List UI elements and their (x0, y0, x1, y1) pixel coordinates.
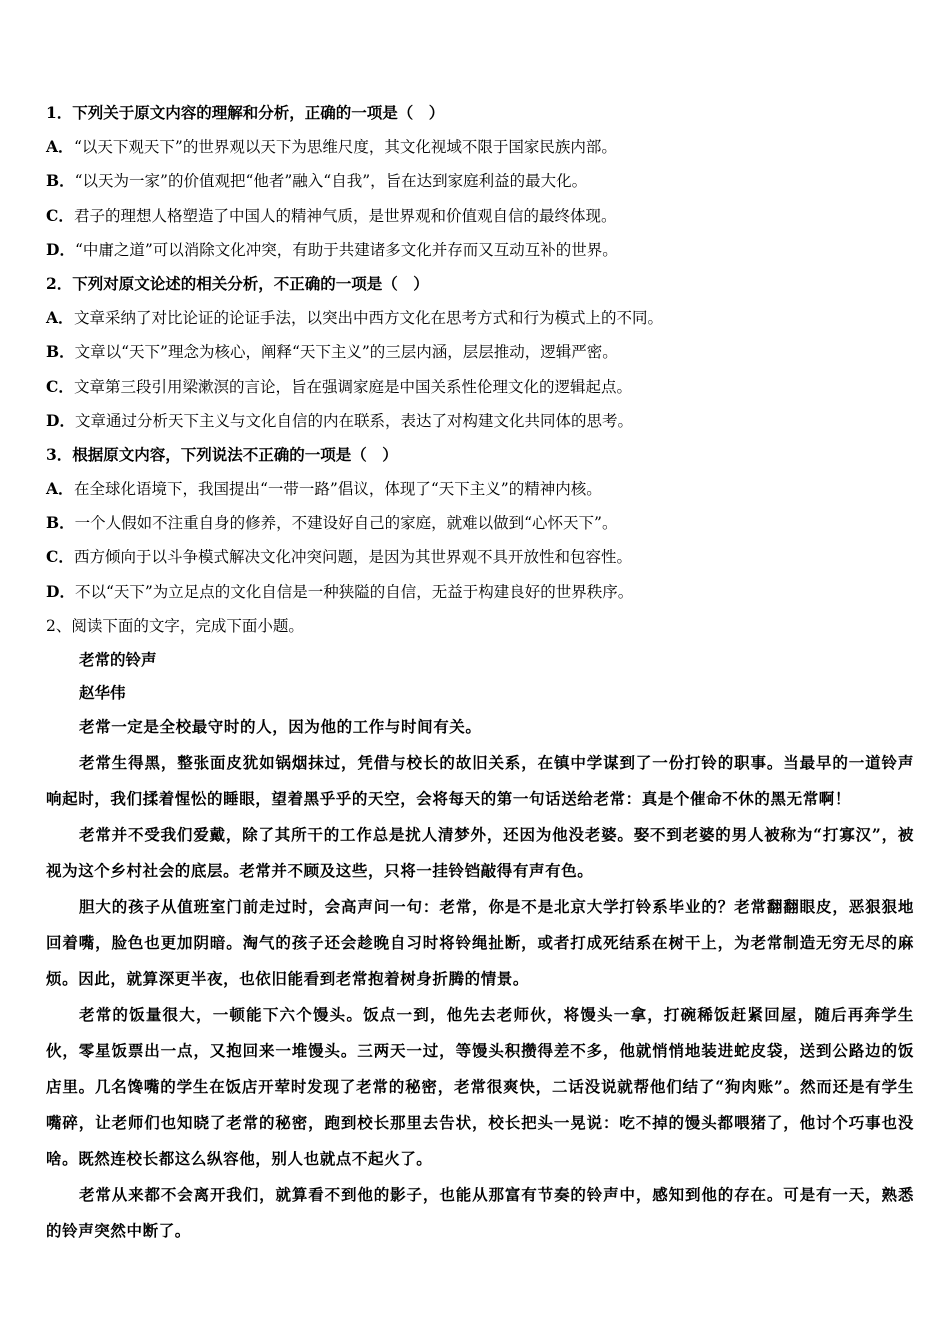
option-label: A． (46, 308, 74, 328)
story (46, 643, 914, 1249)
option-text: “以天为一家”的价值观把“他者”融入“自我”，旨在达到家庭利益的最大化。 (74, 172, 588, 191)
story-title: 老常的铃声 (79, 650, 157, 669)
option-b (46, 506, 914, 540)
story-paragraph: 老常并不受我们爱戴，除了其所干的工作总是扰人清梦外，还因为他没老婆。娶不到老婆的男人被称为“打寡汉”，被视为这个乡村社会的底层。老常并不顾及这些，只将一挂铃铛敲得有声有色。 (46, 825, 914, 880)
reading-intro: 2、阅读下面的文字，完成下面小题。 (46, 616, 304, 635)
option-text: 君子的理想人格塑造了中国人的精神气质，是世界观和价值观自信的最终体现。 (74, 206, 617, 225)
story-paragraph: 老常的饭量很大，一顿能下六个馒头。饭点一到，他先去老师伙，将馒头一拿，打碗稀饭赶紧回屋，随后再奔学生伙，零星饭票出一点，又抱回来一堆馒头。三两天一过，等馒头积攒得差不多，他就悄悄地装进蛇皮袋，送到公路边的饭店里。几名馋嘴的学生在饭店开荤时发现了老常的秘密，老常很爽快，二话没说就帮他们结了“狗肉账”。然而还是有学生嘴碎，让老师们也知晓了老常的秘密，跑到校长那里去告状，校长把头一晃说：吃不掉的馒头都喂猪了，他讨个巧事也没啥。既然连校长都这么纵容他，别人也就点不起火了。 (46, 1005, 914, 1168)
story-author: 赵华伟 (79, 683, 126, 702)
option-a (46, 472, 914, 506)
option-c (46, 370, 914, 404)
question-stem: 3．根据原文内容，下列说法不正确的一项是（ ） (46, 444, 398, 464)
option-b (46, 335, 914, 369)
option-b (46, 164, 914, 198)
question-3 (46, 438, 914, 609)
option-text: 一个人假如不注重自身的修养，不建设好自己的家庭，就难以做到“心怀天下”。 (74, 514, 618, 533)
option-d (46, 233, 914, 267)
question-stem: 1．下列关于原文内容的理解和分析，正确的一项是（ ） (46, 103, 445, 122)
option-text: “中庸之道”可以消除文化冲突，有助于共建诸多文化并存而又互动互补的世界。 (74, 240, 618, 259)
option-label: B． (46, 342, 75, 362)
option-label: B． (46, 513, 75, 533)
option-text: 在全球化语境下，我国提出“一带一路”倡议，体现了“天下主义”的精神内核。 (74, 480, 602, 499)
option-text: 不以“天下”为立足点的文化自信是一种狭隘的自信，无益于构建良好的世界秩序。 (74, 582, 634, 601)
story-paragraph: 老常生得黑，整张面皮犹如锅烟抹过，凭借与校长的故旧关系，在镇中学谋到了一份打铃的职事。当最早的一道铃声响起时，我们揉着惺忪的睡眼，望着黑乎乎的天空，会将每天的第一句话送给老常：真是个催命不休的黑无常啊！ (46, 753, 914, 808)
question-stem: 2．下列对原文论述的相关分析，不正确的一项是（ ） (46, 273, 429, 293)
option-label: D． (46, 410, 75, 430)
option-text: 文章以“天下”理念为核心，阐释“天下主义”的三层内涵，层层推动，逻辑严密。 (74, 343, 618, 362)
option-label: B． (46, 171, 75, 191)
question-1 (46, 96, 914, 267)
option-a (46, 130, 914, 164)
option-c (46, 540, 914, 574)
option-d (46, 575, 914, 609)
document-page (46, 96, 914, 1249)
option-label: C． (46, 547, 74, 567)
option-c (46, 199, 914, 233)
story-paragraph: 老常从来都不会离开我们，就算看不到他的影子，也能从那富有节奏的铃声中，感知到他的存在。可是有一天，熟悉的铃声突然中断了。 (46, 1185, 914, 1240)
option-a (46, 301, 914, 335)
story-paragraph: 老常一定是全校最守时的人，因为他的工作与时间有关。 (79, 717, 482, 736)
question-2 (46, 267, 914, 438)
option-label: D． (46, 239, 75, 259)
option-label: D． (46, 581, 75, 601)
story-paragraph: 胆大的孩子从值班室门前走过时，会高声问一句：老常，你是不是北京大学打铃系毕业的？老常翻翻眼皮，恶狠狠地回着嘴，脸色也更加阴暗。淘气的孩子还会趁晚自习时将铃绳扯断，或者打成死结系在树干上，为老常制造无穷无尽的麻烦。因此，就算深更半夜，也依旧能看到老常抱着树身折腾的情景。 (46, 897, 914, 988)
option-text: 西方倾向于以斗争模式解决文化冲突问题，是因为其世界观不具开放性和包容性。 (74, 548, 633, 567)
option-text: 文章第三段引用梁漱溟的言论，旨在强调家庭是中国关系性伦理文化的逻辑起点。 (74, 377, 633, 396)
option-label: A． (46, 479, 74, 499)
option-d (46, 404, 914, 438)
option-label: C． (46, 205, 74, 225)
option-text: 文章通过分析天下主义与文化自信的内在联系，表达了对构建文化共同体的思考。 (74, 411, 633, 430)
option-text: 文章采纳了对比论证的论证手法，以突出中西方文化在思考方式和行为模式上的不同。 (74, 309, 664, 328)
option-text: “以天下观天下”的世界观以天下为思维尺度，其文化视域不限于国家民族内部。 (74, 138, 617, 157)
option-label: A． (46, 137, 74, 157)
option-label: C． (46, 376, 74, 396)
